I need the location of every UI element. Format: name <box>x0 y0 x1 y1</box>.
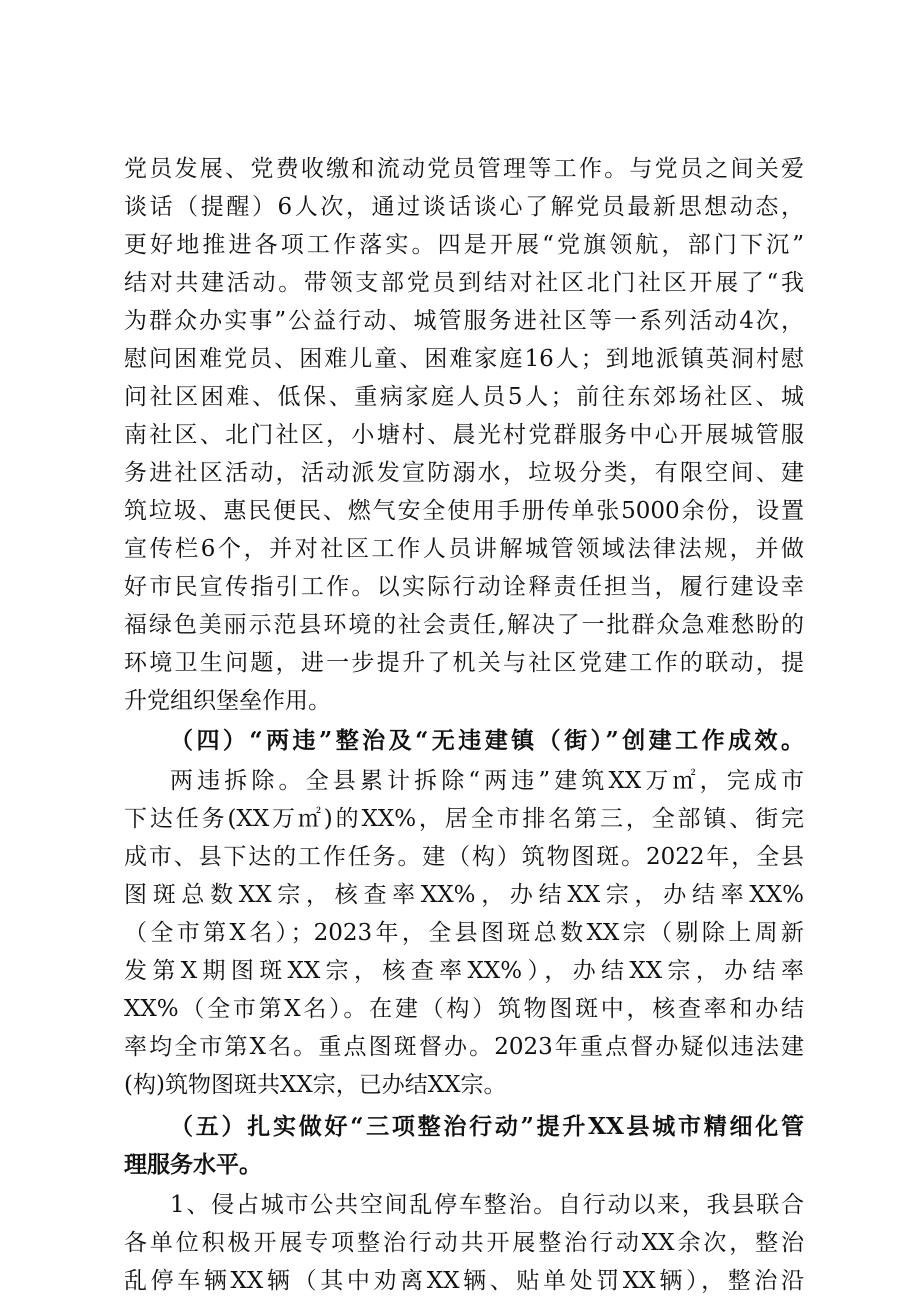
paragraph-line: 两违拆除。全县累计拆除“两违”建筑XX万㎡，完成市 <box>170 768 804 794</box>
paragraph-line: （全市第X名）；2023年，全县图斑总数XX宗（剔除上周新 <box>124 920 804 946</box>
paragraph-line: 筑垃圾、惠民便民、燃气安全使用手册传单张5000余份，设置 <box>124 498 804 524</box>
paragraph-line: 南社区、北门社区，小塘村、晨光村党群服务中心开展城管服 <box>124 422 804 448</box>
paragraph-line: 升党组织堡垒作用。 <box>124 688 331 714</box>
paragraph-line: 发第X期图斑XX宗，核查率XX%），办结XX宗，办结率 <box>124 958 804 984</box>
paragraph-line: 1、侵占城市公共空间乱停车整治。自行动以来，我县联合 <box>170 1192 804 1218</box>
paragraph-line: 宣传栏6个，并对社区工作人员讲解城管领域法律法规，并做 <box>124 536 804 562</box>
paragraph-line: 问社区困难、低保、重病家庭人员5人；前往东郊场社区、城 <box>124 384 804 410</box>
paragraph-line: 成市、县下达的工作任务。建（构）筑物图斑。2022年，全县 <box>124 844 804 870</box>
paragraph-line: XX%（全市第X名）。在建（构）筑物图斑中，核查率和办结 <box>124 996 804 1022</box>
paragraph-line: 环境卫生问题，进一步提升了机关与社区党建工作的联动，提 <box>124 650 804 676</box>
paragraph-line: 图斑总数XX宗，核查率XX%，办结XX宗，办结率XX% <box>124 882 804 908</box>
section-heading-4: （四）“两违”整治及“无违建镇（街）”创建工作成效。 <box>170 727 804 754</box>
section-heading-5-cont: 理服务水平。 <box>124 1151 262 1178</box>
paragraph-line: 乱停车辆XX辆（其中劝离XX辆、贴单处罚XX辆），整治沿 <box>124 1268 804 1294</box>
paragraph-line: 福绿色美丽示范县环境的社会责任,解决了一批群众急难愁盼的 <box>124 612 804 638</box>
paragraph-line: 为群众办实事”公益行动、城管服务进社区等一系列活动4次， <box>124 308 804 334</box>
paragraph-line: 结对共建活动。带领支部党员到结对社区北门社区开展了“我 <box>124 270 804 296</box>
paragraph-line: 务进社区活动，活动派发宣防溺水，垃圾分类，有限空间、建 <box>124 460 804 486</box>
paragraph-line: 下达任务(XX万㎡)的XX%，居全市排名第三，全部镇、街完 <box>124 806 804 832</box>
section-heading-5: （五）扎实做好“三项整治行动”提升XX县城市精细化管 <box>170 1113 804 1140</box>
paragraph-line: 谈话（提醒）6人次，通过谈话谈心了解党员最新思想动态， <box>124 194 804 220</box>
paragraph-line: 慰问困难党员、困难儿童、困难家庭16人；到地派镇英洞村慰 <box>124 346 804 372</box>
paragraph-line: (构)筑物图斑共XX宗，已办结XX宗。 <box>124 1072 507 1098</box>
paragraph-line: 率均全市第X名。重点图斑督办。2023年重点督办疑似违法建 <box>124 1034 804 1060</box>
paragraph-line: 各单位积极开展专项整治行动共开展整治行动XX余次，整治 <box>124 1230 804 1256</box>
paragraph-line: 党员发展、党费收缴和流动党员管理等工作。与党员之间关爱 <box>124 156 804 182</box>
paragraph-line: 好市民宣传指引工作。以实际行动诠释责任担当，履行建设幸 <box>124 574 804 600</box>
paragraph-line: 更好地推进各项工作落实。四是开展“党旗领航，部门下沉” <box>124 232 804 258</box>
